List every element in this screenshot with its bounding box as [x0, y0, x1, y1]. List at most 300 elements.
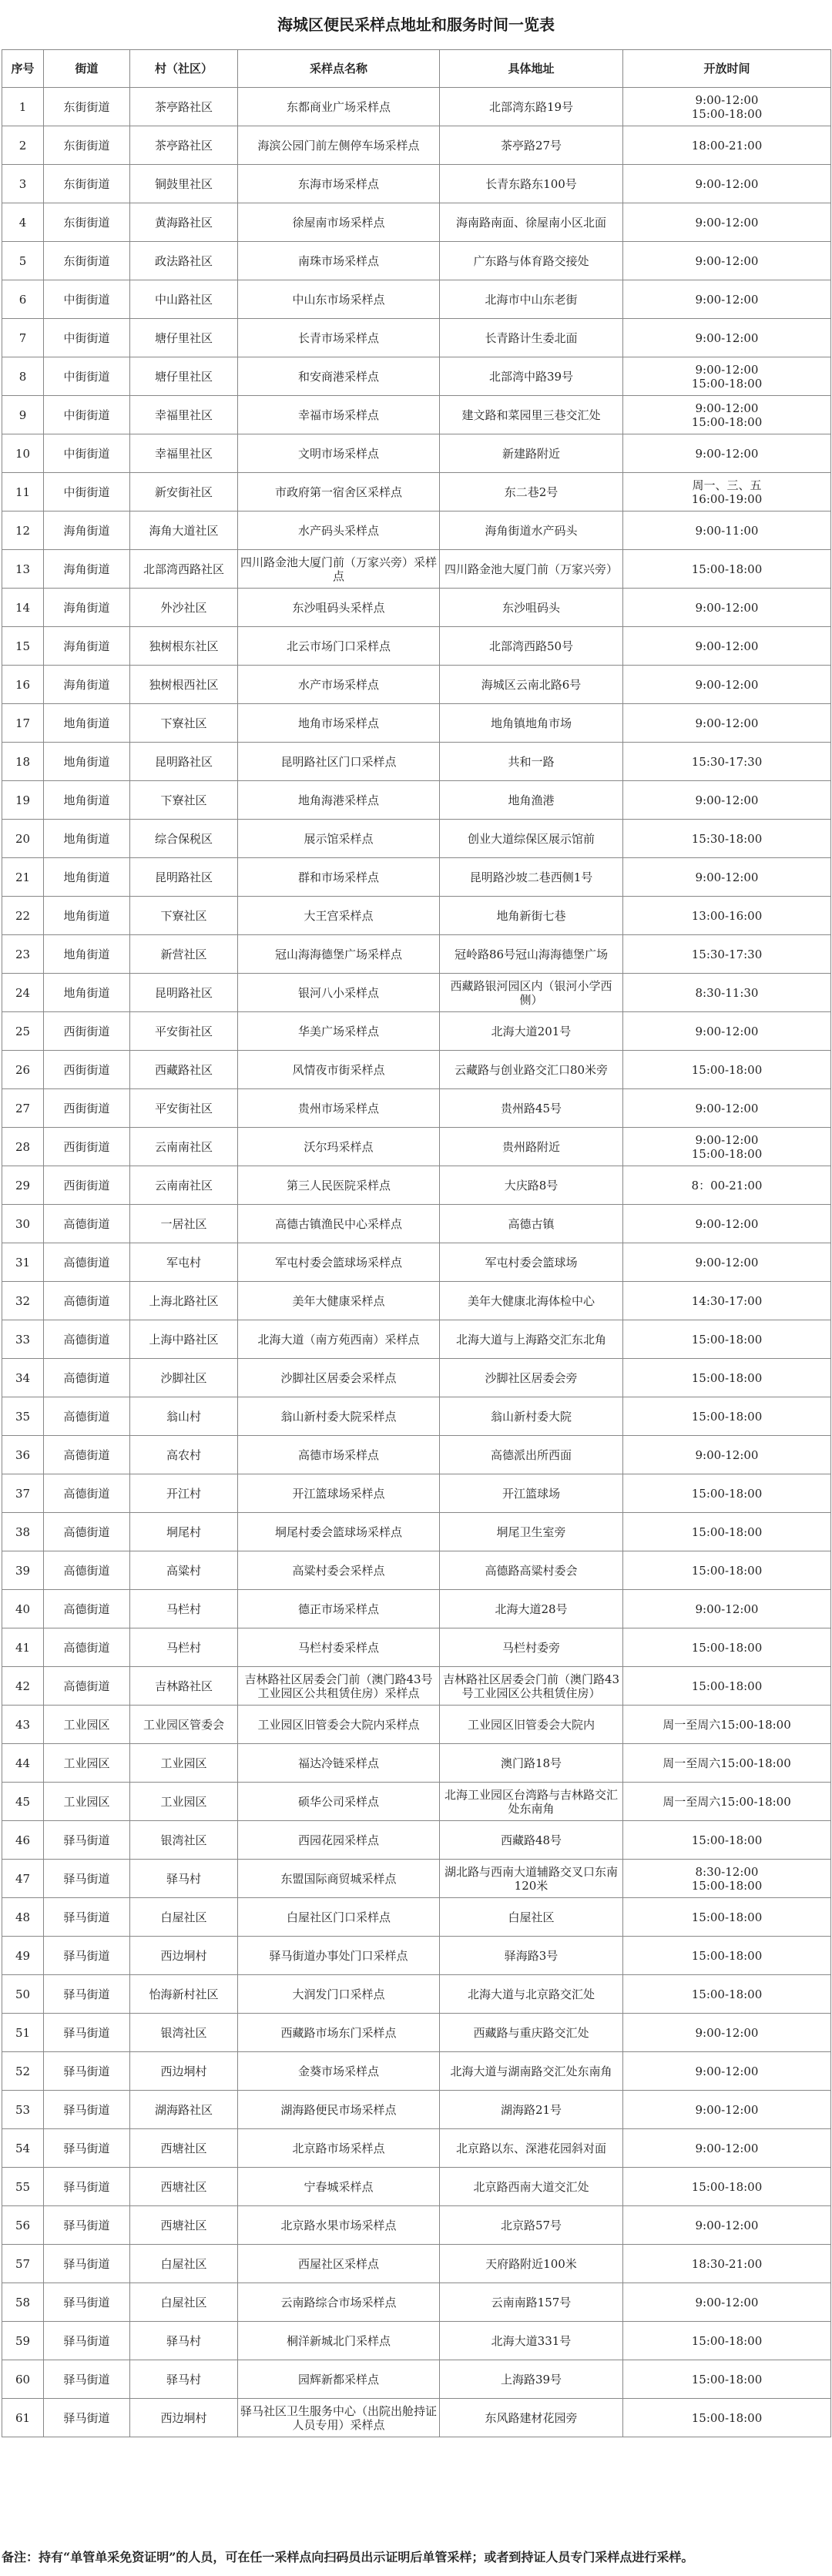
cell-index: 41 — [2, 1628, 44, 1667]
cell-community: 塘仔里社区 — [130, 319, 238, 357]
cell-address: 北京路57号 — [440, 2206, 623, 2245]
cell-open-time: 15:00-18:00 — [623, 1051, 831, 1089]
header-street: 街道 — [44, 50, 130, 88]
cell-site-name: 大王宫采样点 — [238, 897, 440, 935]
cell-open-time: 9:00-12:00 — [623, 2014, 831, 2052]
cell-community: 茶亭路社区 — [130, 88, 238, 126]
cell-open-time: 15:00-18:00 — [623, 1937, 831, 1975]
cell-index: 42 — [2, 1667, 44, 1706]
cell-index: 33 — [2, 1320, 44, 1359]
cell-index: 32 — [2, 1282, 44, 1320]
cell-community: 昆明路社区 — [130, 743, 238, 781]
cell-community: 西藏路社区 — [130, 1051, 238, 1089]
cell-address: 云藏路与创业路交汇口80米旁 — [440, 1051, 623, 1089]
cell-community: 军屯村 — [130, 1243, 238, 1282]
cell-community: 中山路社区 — [130, 280, 238, 319]
cell-address: 东风路建材花园旁 — [440, 2399, 623, 2437]
cell-street: 西街街道 — [44, 1012, 130, 1051]
cell-community: 工业园区 — [130, 1783, 238, 1821]
cell-street: 中街街道 — [44, 357, 130, 396]
cell-address: 海南路南面、徐屋南小区北面 — [440, 203, 623, 242]
cell-site-name: 南珠市场采样点 — [238, 242, 440, 280]
cell-address: 开江篮球场 — [440, 1474, 623, 1513]
table-row — [2, 2014, 831, 2052]
table-row — [2, 1860, 831, 1898]
sampling-sites-table — [2, 49, 831, 2437]
cell-site-name: 贵州市场采样点 — [238, 1089, 440, 1128]
cell-community: 昆明路社区 — [130, 974, 238, 1012]
header-address: 具体地址 — [440, 50, 623, 88]
cell-street: 驿马街道 — [44, 1821, 130, 1860]
cell-open-time: 9:00-12:00 — [623, 2283, 831, 2322]
cell-street: 驿马街道 — [44, 2091, 130, 2129]
cell-community: 驿马村 — [130, 2322, 238, 2360]
table-row — [2, 1359, 831, 1397]
cell-open-time: 15:00-18:00 — [623, 1975, 831, 2014]
cell-index: 49 — [2, 1937, 44, 1975]
cell-street: 高德街道 — [44, 1474, 130, 1513]
table-row — [2, 242, 831, 280]
cell-community: 幸福里社区 — [130, 434, 238, 473]
cell-street: 高德街道 — [44, 1628, 130, 1667]
table-row — [2, 2399, 831, 2437]
cell-site-name: 市政府第一宿舍区采样点 — [238, 473, 440, 512]
cell-open-time: 9:00-12:00 — [623, 1436, 831, 1474]
cell-open-time: 周一、三、五 16:00-19:00 — [623, 473, 831, 512]
cell-open-time: 9:00-12:00 — [623, 704, 831, 743]
cell-community: 一居社区 — [130, 1205, 238, 1243]
cell-street: 东街街道 — [44, 126, 130, 165]
cell-community: 塘仔里社区 — [130, 357, 238, 396]
cell-address: 天府路附近100米 — [440, 2245, 623, 2283]
cell-open-time: 18:00-21:00 — [623, 126, 831, 165]
cell-site-name: 大润发门口采样点 — [238, 1975, 440, 2014]
table-row — [2, 704, 831, 743]
cell-community: 上海北路社区 — [130, 1282, 238, 1320]
cell-street: 中街街道 — [44, 434, 130, 473]
cell-open-time: 9:00-12:00 — [623, 2052, 831, 2091]
cell-address: 上海路39号 — [440, 2360, 623, 2399]
cell-community: 垌尾村 — [130, 1513, 238, 1551]
table-row — [2, 126, 831, 165]
table-row — [2, 1051, 831, 1089]
cell-street: 驿马街道 — [44, 1937, 130, 1975]
table-row — [2, 1628, 831, 1667]
cell-community: 下寮社区 — [130, 781, 238, 820]
cell-index: 35 — [2, 1397, 44, 1436]
cell-index: 48 — [2, 1898, 44, 1937]
cell-index: 55 — [2, 2168, 44, 2206]
cell-street: 西街街道 — [44, 1166, 130, 1205]
cell-address: 北部湾中路39号 — [440, 357, 623, 396]
cell-site-name: 高德古镇渔民中心采样点 — [238, 1205, 440, 1243]
cell-street: 驿马街道 — [44, 2052, 130, 2091]
cell-index: 34 — [2, 1359, 44, 1397]
cell-open-time: 9:00-12:00 15:00-18:00 — [623, 396, 831, 434]
cell-community: 北部湾西路社区 — [130, 550, 238, 589]
cell-open-time: 9:00-12:00 15:00-18:00 — [623, 1128, 831, 1166]
table-body — [2, 88, 831, 2437]
cell-street: 工业园区 — [44, 1706, 130, 1744]
cell-index: 22 — [2, 897, 44, 935]
cell-street: 地角街道 — [44, 935, 130, 974]
cell-street: 西街街道 — [44, 1089, 130, 1128]
cell-community: 工业园区 — [130, 1744, 238, 1783]
cell-community: 吉林路社区 — [130, 1667, 238, 1706]
cell-open-time: 15:00-18:00 — [623, 1474, 831, 1513]
cell-community: 西边垌村 — [130, 2399, 238, 2437]
cell-index: 18 — [2, 743, 44, 781]
cell-community: 铜鼓里社区 — [130, 165, 238, 203]
cell-community: 幸福里社区 — [130, 396, 238, 434]
cell-index: 27 — [2, 1089, 44, 1128]
table-row — [2, 1667, 831, 1706]
cell-address: 高德古镇 — [440, 1205, 623, 1243]
cell-street: 高德街道 — [44, 1436, 130, 1474]
table-row — [2, 1166, 831, 1205]
table-row — [2, 2245, 831, 2283]
cell-site-name: 地角海港采样点 — [238, 781, 440, 820]
cell-site-name: 徐屋南市场采样点 — [238, 203, 440, 242]
cell-index: 61 — [2, 2399, 44, 2437]
cell-community: 平安街社区 — [130, 1089, 238, 1128]
cell-address: 北海大道331号 — [440, 2322, 623, 2360]
cell-index: 26 — [2, 1051, 44, 1089]
table-row — [2, 1821, 831, 1860]
cell-index: 39 — [2, 1551, 44, 1590]
cell-index: 2 — [2, 126, 44, 165]
cell-community: 西塘社区 — [130, 2206, 238, 2245]
cell-community: 昆明路社区 — [130, 858, 238, 897]
cell-address: 驿海路3号 — [440, 1937, 623, 1975]
cell-site-name: 马栏村委采样点 — [238, 1628, 440, 1667]
cell-open-time: 9:00-12:00 — [623, 1243, 831, 1282]
cell-index: 45 — [2, 1783, 44, 1821]
cell-open-time: 9:00-12:00 — [623, 319, 831, 357]
cell-address: 地角新街七巷 — [440, 897, 623, 935]
cell-site-name: 高粱村委会采样点 — [238, 1551, 440, 1590]
cell-community: 政法路社区 — [130, 242, 238, 280]
cell-address: 新建路附近 — [440, 434, 623, 473]
cell-community: 黄海路社区 — [130, 203, 238, 242]
cell-street: 驿马街道 — [44, 1975, 130, 2014]
cell-site-name: 群和市场采样点 — [238, 858, 440, 897]
table-row — [2, 858, 831, 897]
cell-open-time: 15:00-18:00 — [623, 550, 831, 589]
cell-address: 湖北路与西南大道辅路交叉口东南120米 — [440, 1860, 623, 1898]
table-row — [2, 165, 831, 203]
cell-address: 白屋社区 — [440, 1898, 623, 1937]
cell-street: 地角街道 — [44, 974, 130, 1012]
cell-open-time: 15:00-18:00 — [623, 1821, 831, 1860]
cell-address: 马栏村委旁 — [440, 1628, 623, 1667]
cell-open-time: 9:00-12:00 — [623, 2091, 831, 2129]
table-row — [2, 88, 831, 126]
cell-index: 31 — [2, 1243, 44, 1282]
cell-community: 银湾社区 — [130, 2014, 238, 2052]
cell-community: 驿马村 — [130, 1860, 238, 1898]
cell-street: 驿马街道 — [44, 2014, 130, 2052]
cell-address: 冠岭路86号冠山海海德堡广场 — [440, 935, 623, 974]
cell-index: 46 — [2, 1821, 44, 1860]
cell-address: 昆明路沙坡二巷西侧1号 — [440, 858, 623, 897]
cell-open-time: 9:00-12:00 — [623, 1089, 831, 1128]
table-row — [2, 396, 831, 434]
cell-site-name: 工业园区旧管委会大院内采样点 — [238, 1706, 440, 1744]
cell-street: 驿马街道 — [44, 2399, 130, 2437]
cell-address: 军屯村委会篮球场 — [440, 1243, 623, 1282]
header-site-name: 采样点名称 — [238, 50, 440, 88]
cell-street: 驿马街道 — [44, 2322, 130, 2360]
cell-site-name: 昆明路社区门口采样点 — [238, 743, 440, 781]
cell-index: 47 — [2, 1860, 44, 1898]
cell-street: 驿马街道 — [44, 2168, 130, 2206]
cell-street: 工业园区 — [44, 1783, 130, 1821]
cell-site-name: 东盟国际商贸城采样点 — [238, 1860, 440, 1898]
cell-open-time: 15:00-18:00 — [623, 2322, 831, 2360]
cell-index: 40 — [2, 1590, 44, 1628]
table-row — [2, 1089, 831, 1128]
cell-community: 驿马村 — [130, 2360, 238, 2399]
cell-index: 11 — [2, 473, 44, 512]
table-row — [2, 2052, 831, 2091]
cell-open-time: 9:00-12:00 15:00-18:00 — [623, 357, 831, 396]
cell-site-name: 冠山海海德堡广场采样点 — [238, 935, 440, 974]
cell-street: 驿马街道 — [44, 1898, 130, 1937]
cell-index: 19 — [2, 781, 44, 820]
cell-community: 海角大道社区 — [130, 512, 238, 550]
cell-street: 高德街道 — [44, 1667, 130, 1706]
cell-community: 上海中路社区 — [130, 1320, 238, 1359]
cell-open-time: 9:00-12:00 — [623, 589, 831, 627]
cell-index: 7 — [2, 319, 44, 357]
cell-open-time: 周一至周六15:00-18:00 — [623, 1706, 831, 1744]
table-header-row — [2, 50, 831, 88]
cell-site-name: 银河八小采样点 — [238, 974, 440, 1012]
cell-index: 17 — [2, 704, 44, 743]
cell-site-name: 桐洋新城北门采样点 — [238, 2322, 440, 2360]
cell-address: 北海大道28号 — [440, 1590, 623, 1628]
cell-site-name: 水产市场采样点 — [238, 666, 440, 704]
cell-address: 地角镇地角市场 — [440, 704, 623, 743]
cell-address: 澳门路18号 — [440, 1744, 623, 1783]
cell-street: 高德街道 — [44, 1320, 130, 1359]
cell-community: 下寮社区 — [130, 897, 238, 935]
cell-site-name: 驿马街道办事处门口采样点 — [238, 1937, 440, 1975]
cell-address: 北部湾东路19号 — [440, 88, 623, 126]
cell-site-name: 德正市场采样点 — [238, 1590, 440, 1628]
cell-address: 翁山新村委大院 — [440, 1397, 623, 1436]
table-row — [2, 666, 831, 704]
cell-address: 沙脚社区居委会旁 — [440, 1359, 623, 1397]
cell-community: 高农村 — [130, 1436, 238, 1474]
cell-site-name: 展示馆采样点 — [238, 820, 440, 858]
cell-index: 5 — [2, 242, 44, 280]
table-row — [2, 1744, 831, 1783]
table-row — [2, 1320, 831, 1359]
cell-street: 地角街道 — [44, 820, 130, 858]
table-row — [2, 2283, 831, 2322]
cell-open-time: 15:00-18:00 — [623, 1320, 831, 1359]
cell-address: 贵州路45号 — [440, 1089, 623, 1128]
cell-street: 海角街道 — [44, 627, 130, 666]
cell-address: 北海大道201号 — [440, 1012, 623, 1051]
cell-street: 东街街道 — [44, 88, 130, 126]
cell-street: 西街街道 — [44, 1051, 130, 1089]
cell-community: 马栏村 — [130, 1628, 238, 1667]
cell-site-name: 海滨公园门前左侧停车场采样点 — [238, 126, 440, 165]
cell-community: 下寮社区 — [130, 704, 238, 743]
table-row — [2, 1205, 831, 1243]
cell-site-name: 北京路水果市场采样点 — [238, 2206, 440, 2245]
cell-index: 13 — [2, 550, 44, 589]
cell-community: 开江村 — [130, 1474, 238, 1513]
cell-open-time: 9:00-12:00 — [623, 242, 831, 280]
cell-street: 海角街道 — [44, 589, 130, 627]
cell-street: 地角街道 — [44, 704, 130, 743]
cell-open-time: 9:00-12:00 — [623, 203, 831, 242]
cell-address: 建文路和菜园里三巷交汇处 — [440, 396, 623, 434]
cell-index: 14 — [2, 589, 44, 627]
cell-community: 西塘社区 — [130, 2129, 238, 2168]
cell-index: 12 — [2, 512, 44, 550]
cell-address: 工业园区旧管委会大院内 — [440, 1706, 623, 1744]
cell-index: 54 — [2, 2129, 44, 2168]
cell-open-time: 15:00-18:00 — [623, 1551, 831, 1590]
cell-index: 6 — [2, 280, 44, 319]
cell-site-name: 白屋社区门口采样点 — [238, 1898, 440, 1937]
cell-address: 北京路西南大道交汇处 — [440, 2168, 623, 2206]
cell-street: 东街街道 — [44, 203, 130, 242]
cell-index: 24 — [2, 974, 44, 1012]
cell-community: 外沙社区 — [130, 589, 238, 627]
cell-open-time: 14:30-17:00 — [623, 1282, 831, 1320]
cell-address: 吉林路社区居委会门前（澳门路43号工业园区公共租赁住房） — [440, 1667, 623, 1706]
cell-index: 44 — [2, 1744, 44, 1783]
table-row — [2, 2322, 831, 2360]
cell-community: 综合保税区 — [130, 820, 238, 858]
cell-address: 高德派出所西面 — [440, 1436, 623, 1474]
cell-site-name: 硕华公司采样点 — [238, 1783, 440, 1821]
cell-address: 西藏路与重庆路交汇处 — [440, 2014, 623, 2052]
table-row — [2, 512, 831, 550]
cell-street: 高德街道 — [44, 1359, 130, 1397]
cell-address: 西藏路48号 — [440, 1821, 623, 1860]
cell-site-name: 中山东市场采样点 — [238, 280, 440, 319]
cell-index: 30 — [2, 1205, 44, 1243]
cell-site-name: 北京路市场采样点 — [238, 2129, 440, 2168]
cell-address: 北海大道与湖南路交汇处东南角 — [440, 2052, 623, 2091]
cell-site-name: 沙脚社区居委会采样点 — [238, 1359, 440, 1397]
cell-open-time: 15:00-18:00 — [623, 1667, 831, 1706]
cell-site-name: 高德市场采样点 — [238, 1436, 440, 1474]
cell-open-time: 9:00-12:00 — [623, 1205, 831, 1243]
cell-street: 高德街道 — [44, 1205, 130, 1243]
cell-index: 8 — [2, 357, 44, 396]
cell-index: 1 — [2, 88, 44, 126]
table-row — [2, 743, 831, 781]
cell-street: 海角街道 — [44, 550, 130, 589]
cell-open-time: 9:00-12:00 — [623, 1590, 831, 1628]
cell-open-time: 15:00-18:00 — [623, 2360, 831, 2399]
cell-address: 北海大道与北京路交汇处 — [440, 1975, 623, 2014]
cell-site-name: 驿马社区卫生服务中心（出院出舱持证人员专用）采样点 — [238, 2399, 440, 2437]
cell-open-time: 周一至周六15:00-18:00 — [623, 1744, 831, 1783]
table-row — [2, 935, 831, 974]
cell-street: 驿马街道 — [44, 2206, 130, 2245]
cell-street: 高德街道 — [44, 1243, 130, 1282]
cell-address: 北部湾西路50号 — [440, 627, 623, 666]
cell-community: 平安街社区 — [130, 1012, 238, 1051]
cell-community: 银湾社区 — [130, 1821, 238, 1860]
cell-site-name: 幸福市场采样点 — [238, 396, 440, 434]
cell-site-name: 华美广场采样点 — [238, 1012, 440, 1051]
cell-street: 工业园区 — [44, 1744, 130, 1783]
cell-address: 茶亭路27号 — [440, 126, 623, 165]
cell-street: 地角街道 — [44, 743, 130, 781]
cell-community: 马栏村 — [130, 1590, 238, 1628]
table-row — [2, 1397, 831, 1436]
cell-open-time: 9:00-12:00 — [623, 858, 831, 897]
cell-street: 中街街道 — [44, 473, 130, 512]
table-row — [2, 1706, 831, 1744]
cell-site-name: 长青市场采样点 — [238, 319, 440, 357]
cell-index: 52 — [2, 2052, 44, 2091]
cell-site-name: 水产码头采样点 — [238, 512, 440, 550]
cell-open-time: 15:30-18:00 — [623, 820, 831, 858]
table-row — [2, 2360, 831, 2399]
cell-open-time: 9:00-12:00 — [623, 1012, 831, 1051]
cell-index: 56 — [2, 2206, 44, 2245]
cell-address: 长青东路东100号 — [440, 165, 623, 203]
table-row — [2, 1282, 831, 1320]
table-row — [2, 781, 831, 820]
cell-community: 沙脚社区 — [130, 1359, 238, 1397]
cell-street: 驿马街道 — [44, 2283, 130, 2322]
cell-site-name: 翁山新村委大院采样点 — [238, 1397, 440, 1436]
cell-site-name: 西藏路市场东门采样点 — [238, 2014, 440, 2052]
cell-address: 东二巷2号 — [440, 473, 623, 512]
cell-site-name: 宁春城采样点 — [238, 2168, 440, 2206]
cell-site-name: 西园花园采样点 — [238, 1821, 440, 1860]
table-row — [2, 203, 831, 242]
cell-address: 广东路与体育路交接处 — [440, 242, 623, 280]
cell-street: 高德街道 — [44, 1513, 130, 1551]
cell-site-name: 东沙咀码头采样点 — [238, 589, 440, 627]
cell-site-name: 四川路金池大厦门前（万家兴旁）采样点 — [238, 550, 440, 589]
cell-index: 10 — [2, 434, 44, 473]
cell-street: 东街街道 — [44, 165, 130, 203]
cell-address: 海城区云南北路6号 — [440, 666, 623, 704]
cell-street: 驿马街道 — [44, 2129, 130, 2168]
cell-open-time: 9:00-12:00 — [623, 2129, 831, 2168]
table-row — [2, 1783, 831, 1821]
cell-street: 驿马街道 — [44, 2360, 130, 2399]
table-row — [2, 1590, 831, 1628]
cell-index: 4 — [2, 203, 44, 242]
cell-address: 贵州路附近 — [440, 1128, 623, 1166]
cell-open-time: 9:00-12:00 — [623, 165, 831, 203]
cell-open-time: 15:00-18:00 — [623, 2168, 831, 2206]
cell-street: 驿马街道 — [44, 1860, 130, 1898]
table-row — [2, 473, 831, 512]
cell-community: 独树根东社区 — [130, 627, 238, 666]
cell-index: 15 — [2, 627, 44, 666]
table-row — [2, 1128, 831, 1166]
cell-street: 高德街道 — [44, 1397, 130, 1436]
cell-street: 中街街道 — [44, 319, 130, 357]
table-row — [2, 1898, 831, 1937]
